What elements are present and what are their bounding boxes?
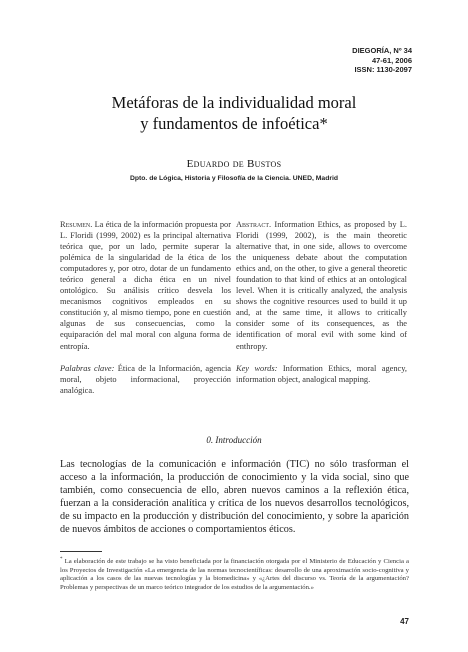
keywords-english-text: Information Ethics, moral agency, information object, analogical mapping. [236,363,407,384]
abstract-spanish-text: La ética de la información propuesta por L. Floridi (1999, 2002) es la principal alternativa teórica que, por un lado, permite superar la polémica de la singularidad de la ética de los computadores y, por otro, dotar de un fundamento teórico general a dicha ética en un nivel ontológico. Su análisis crítico desvela los mecanismos cognitivos empleados en su constitución y, al mismo tiempo, pone en cuestión algunas de sus consecuencias, como la equiparación del mal moral con alguna forma de entropía. [60,220,231,351]
footnote-marker: * [60,557,63,562]
journal-name: DIEGORÍA, Nº 34 [352,46,412,55]
author-name: Eduardo de Bustos [186,158,282,170]
abstract-spanish-label: Resumen. [60,220,93,229]
introduction-paragraph: Las tecnologías de la comunicación e información (TIC) no sólo trasforman el acceso a la información, la producción de conocimiento y la vida social, sino que también, como consecuencia de ello, abren nuevos caminos a la reflexión ética, fuerzan a la consideración analítica y crítica de los nuevos desarrollos tecnológicos, de su impacto en la producción y distribución del conocimiento, y sobre la aparición de nuevos ámbitos de acciones o comportamientos éticos. [60,459,409,536]
abstract-spanish-body [60,219,231,352]
keywords-spanish-label: Palabras clave: [60,363,115,373]
footnote-text: La elaboración de este trabajo se ha visto beneficiada por la financiación otorgada por el Ministerio de Educación y Ciencia a los Proyectos de Investigación «La emergencia de las normas tecnocientíficas: desarrollo de una aproximación socio-cognitiva y aplicación a los casos de las nuevas tecnologías y la biomedicina» y «¿Artes del discurso vs. Teoría de la argumentación? Problemas y perspectivas de un marco teórico integrador de los estudios de la argumentación.» [60,558,410,592]
journal-reference [352,46,412,75]
keywords-spanish-text: Ética de la Información, agencia moral, objeto informacional, proyección analógica. [60,363,232,395]
footnote [60,556,409,593]
keywords-english-label: Key words: [236,363,278,373]
title-line-2: y fundamentos de infoética* [140,114,328,133]
abstract-spanish [60,219,231,396]
title-line-1: Metáforas de la individualidad moral [111,93,357,112]
section-heading: 0. Introducción [206,435,262,445]
abstract-english-label: Abstract. [236,220,272,229]
article-title [0,92,468,134]
abstract-english [236,219,407,385]
abstract-english-text: Information Ethics, as proposed by L. Floridi (1999, 2002), is the main theoretic alternative that, in one side, allows to overcome the uniqueness debate about the computation ethics and, on the other, to give a general theoretic foundation to that kind of ethics at an ontological level. When it is critically analyzed, the analysis shows the cognitive resources used to build it up and, at the same time, it allows to critically consider some of its consequences, as the identification of moral evil with some kind of enthropy. [236,220,408,351]
page-number: 47 [400,617,409,626]
author-affiliation: Dpto. de Lógica, Historia y Filosofía de la Ciencia. UNED, Madrid [129,175,339,182]
journal-pages: 47-61, 2006 [371,55,412,65]
keywords-english [236,363,407,385]
journal-issn: ISSN: 1130-2097 [354,65,412,74]
abstract-english-body [236,219,407,352]
keywords-spanish [60,363,231,396]
footnote-divider [60,551,102,552]
